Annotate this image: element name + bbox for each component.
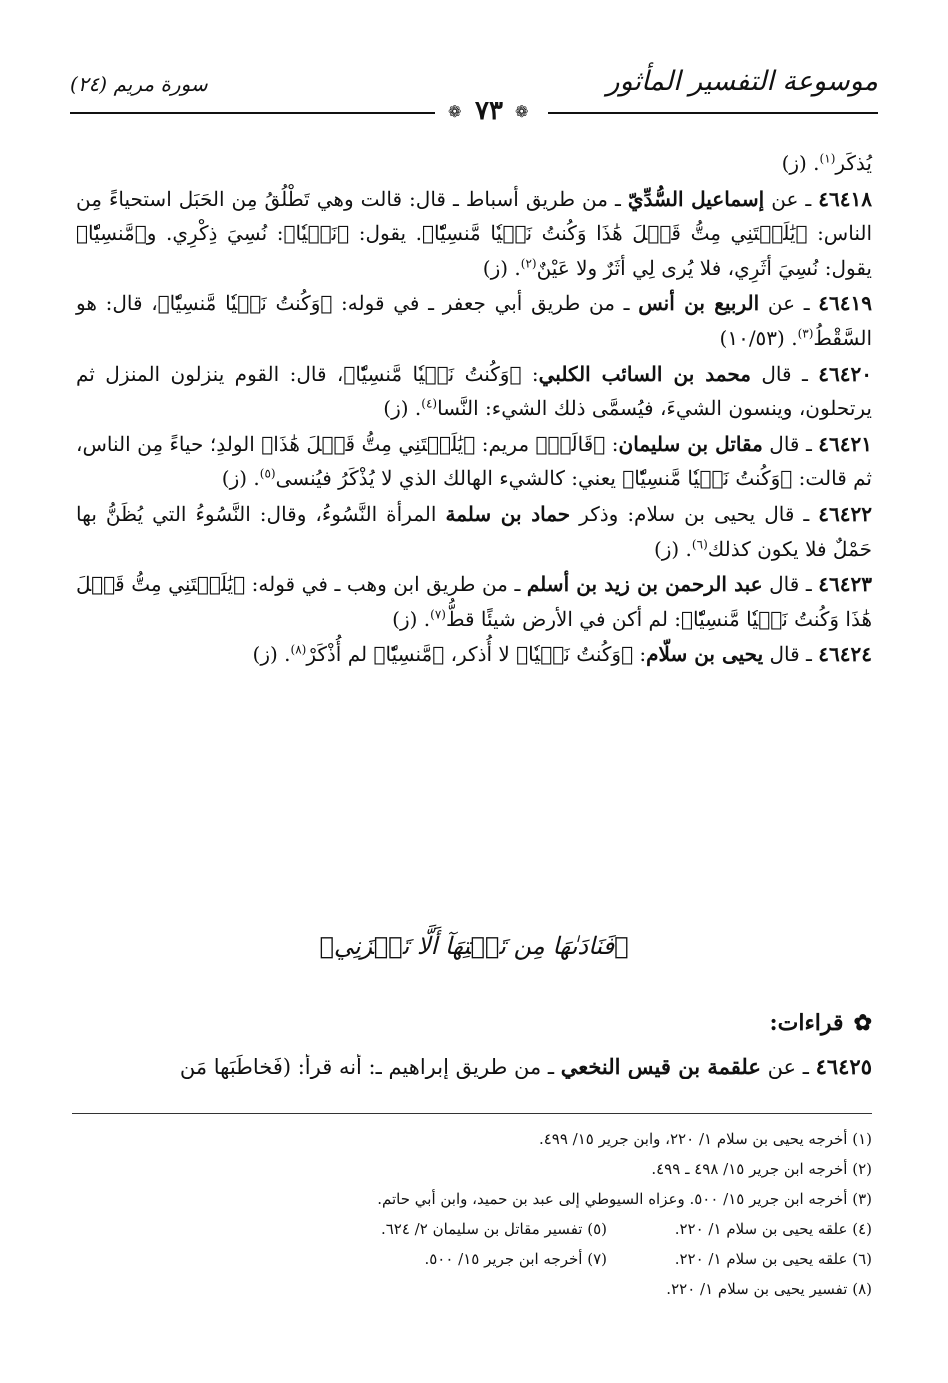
entry-number: ٤٦٤٢٤ — [818, 642, 872, 667]
entry-text: ـ من طريق إبراهيم ـ: أنه قرأ: (فَخاطَبَها مَن — [179, 1055, 561, 1079]
surah-label: سورة مريم (٢٤) — [70, 72, 208, 96]
narrator-name: مقاتل بن سليمان — [618, 431, 763, 456]
narrator-name: يحيى بن سلّام — [646, 642, 764, 667]
entry-text: : ﴿وَكُنتُ نَسۡيٗا مَّنسِيّٗا﴾، قال: القوم ينزلون المنزل ثم يرتحلون، وينسون الشيءَ، فيُسمَّى ذلك الشيء: النَّسا — [76, 361, 872, 421]
paragraph — [76, 357, 872, 426]
entry-end: . (ز) — [781, 151, 820, 175]
entry-end: . (ز) — [392, 606, 431, 631]
entry-text: : ﴿وَكُنتُ نَسۡيٗا﴾ لا أُذكر، ﴿مَّنسِيّٗا﴾ لم أُذْكَرْ — [306, 642, 647, 667]
page-header — [70, 66, 878, 126]
entry-end: . (ز) — [653, 536, 692, 561]
entry-text: ـ من طريق ابن وهب ـ في قوله: ﴿يَٰلَيۡتَنِي مِتُّ قَبۡلَ هَٰذَا وَكُنتُ نَسۡيٗا مَّنسِيّٗا﴾: لم أكن في الأرض شيئًا قطُّ — [76, 572, 872, 631]
ornament-icon: ❁ — [448, 102, 462, 121]
entry-text: : ﴿قَالَتۡ﴾ مريم: ﴿يَٰلَيۡتَنِي مِتُّ قَبۡلَ هَٰذَا﴾ الولدِ؛ حياءً مِن الناس، ثم قالت: ﴿وَكُنتُ نَسۡيٗا مَّنسِيّٗا﴾ يعني: كالشيء الهالك الذي لا يُذْكَرُ فيُنسى — [76, 431, 872, 491]
footnote-divider — [72, 1113, 872, 1114]
entry-prefix: ـ عن — [764, 186, 819, 211]
narrator-name: الربيع بن أنس — [638, 291, 760, 316]
footnote-ref[interactable]: (٢) — [520, 256, 537, 271]
footnote-ref[interactable]: (٤) — [421, 396, 438, 411]
footnote-ref[interactable]: (٧) — [430, 607, 446, 622]
footnote: (٧) أخرجه ابن جرير ١٥/ ٥٠٠. — [424, 1250, 607, 1268]
quran-verse: ﴿فَنَادَىٰهَا مِن تَحۡتِهَآ أَلَّا تَحۡزَنِي﴾ — [319, 932, 629, 960]
paragraph — [76, 427, 872, 496]
entry-prefix: ـ قال يحيى بن سلام: وذكر — [570, 501, 819, 526]
footnote: (٣) أخرجه ابن جرير ١٥/ ٥٠٠. وعزاه السيوطي إلى عبد بن حميد، وابن أبي حاتم. — [377, 1190, 872, 1208]
paragraph — [76, 182, 872, 286]
entry-prefix: ـ قال — [763, 642, 819, 667]
header-rule-left — [70, 112, 435, 114]
entry-text: المرأة النَّسُوءُ، وقال: النَّسُوءُ التي يُظَنُّ بها حَمْلٌ فلا يكون كذلك — [76, 501, 872, 561]
entry-end: . (ز) — [221, 466, 260, 491]
page-number: ٧٣ — [475, 96, 503, 126]
footnote-ref[interactable]: (١) — [819, 151, 836, 166]
footnotes — [76, 1124, 872, 1304]
entry-number: ٤٦٤١٨ — [818, 186, 872, 211]
section-title: قراءات: — [769, 1010, 844, 1036]
entry-prefix: ـ قال — [762, 431, 819, 456]
flower-icon: ✿ — [853, 1010, 872, 1036]
narrator-name: حماد بن سلمة — [445, 501, 571, 526]
ornament-icon: ❁ — [515, 102, 529, 121]
entry-end: . (ز) — [252, 642, 291, 667]
entry-number: ٤٦٤١٩ — [818, 291, 873, 316]
footnote: (٦) علقه يحيى بن سلام ١/ ٢٢٠. — [674, 1250, 872, 1268]
footnote: (٤) علقه يحيى بن سلام ١/ ٢٢٠. — [674, 1220, 872, 1238]
entry-number: ٤٦٤٢١ — [818, 431, 872, 456]
narrator-name: عبد الرحمن بن زيد بن أسلم — [526, 572, 763, 597]
footnote-ref[interactable]: (٣) — [797, 326, 814, 341]
entry-text: ـ من طريق أبي جعفر ـ في قوله: ﴿وَكُنتُ نَسۡيٗا مَّنسِيّٗا﴾، قال: هو السَّقْطُ — [76, 291, 872, 350]
paragraph — [76, 1054, 872, 1079]
entry-prefix: ـ عن — [760, 1055, 816, 1079]
entry-end: . (ز) — [383, 396, 422, 421]
footnote-ref[interactable]: (٨) — [290, 642, 307, 657]
entry-number: ٤٦٤٢٣ — [818, 572, 873, 597]
footnote-row — [76, 1214, 872, 1244]
footnote: (١) أخرجه يحيى بن سلام ١/ ٢٢٠، وابن جرير ١٥/ ٤٩٩. — [538, 1130, 872, 1148]
paragraph — [76, 637, 872, 672]
section-heading — [770, 1010, 873, 1036]
entry-number: ٤٦٤٢٠ — [818, 361, 872, 386]
entry-text: يُذكَر — [835, 151, 872, 175]
entry-prefix: ـ قال — [762, 572, 819, 597]
entry-number: ٤٦٤٢٥ — [815, 1054, 872, 1079]
entry-text: ـ من طريق أسباط ـ قال: قالت وهي تَطْلُقُ مِن الحَبَل استحياءً مِن الناس: ﴿يَٰلَيۡتَنِي مِتُّ قَبۡلَ هَٰذَا وَكُنتُ نَسۡيٗا مَّنسِيّٗا﴾. يقول: ﴿نَسۡيٗا﴾: نُسِيَ ذِكْرِي. و﴿مَّنسِيّٗا﴾ يقول: نُسِيَ أثَرِي، فلا يُرى لِي أثَرٌ ولا عَيْنٌ — [76, 186, 872, 280]
entry-prefix: ـ قال — [750, 361, 819, 386]
header-rule-right — [548, 112, 878, 114]
paragraph — [76, 286, 872, 355]
footnote-ref[interactable]: (٥) — [259, 466, 276, 481]
entry-end: . (ز) — [482, 255, 521, 280]
entry-number: ٤٦٤٢٢ — [818, 501, 873, 526]
body-text — [76, 146, 872, 673]
narrator-name: إسماعيل السُّدِّيّ — [627, 186, 765, 211]
footnote: (٢) أخرجه ابن جرير ١٥/ ٤٩٨ ـ ٤٩٩. — [651, 1160, 872, 1178]
narrator-name: محمد بن السائب الكلبي — [538, 361, 751, 386]
narrator-name: علقمة بن قيس النخعي — [560, 1054, 761, 1079]
paragraph — [76, 146, 872, 181]
entry-prefix: ـ عن — [759, 291, 819, 316]
footnote-ref[interactable]: (٦) — [691, 536, 708, 551]
entry-end: . (١٠/٥٣) — [719, 325, 798, 350]
footnote: (٨) تفسير يحيى بن سلام ١/ ٢٢٠. — [666, 1280, 872, 1298]
paragraph — [76, 497, 872, 566]
footnote-row — [76, 1244, 872, 1274]
book-title: موسوعة التفسير المأثور — [606, 66, 878, 97]
footnote: (٥) تفسير مقاتل بن سليمان ٢/ ٦٢٤. — [380, 1220, 607, 1238]
paragraph — [76, 567, 872, 636]
